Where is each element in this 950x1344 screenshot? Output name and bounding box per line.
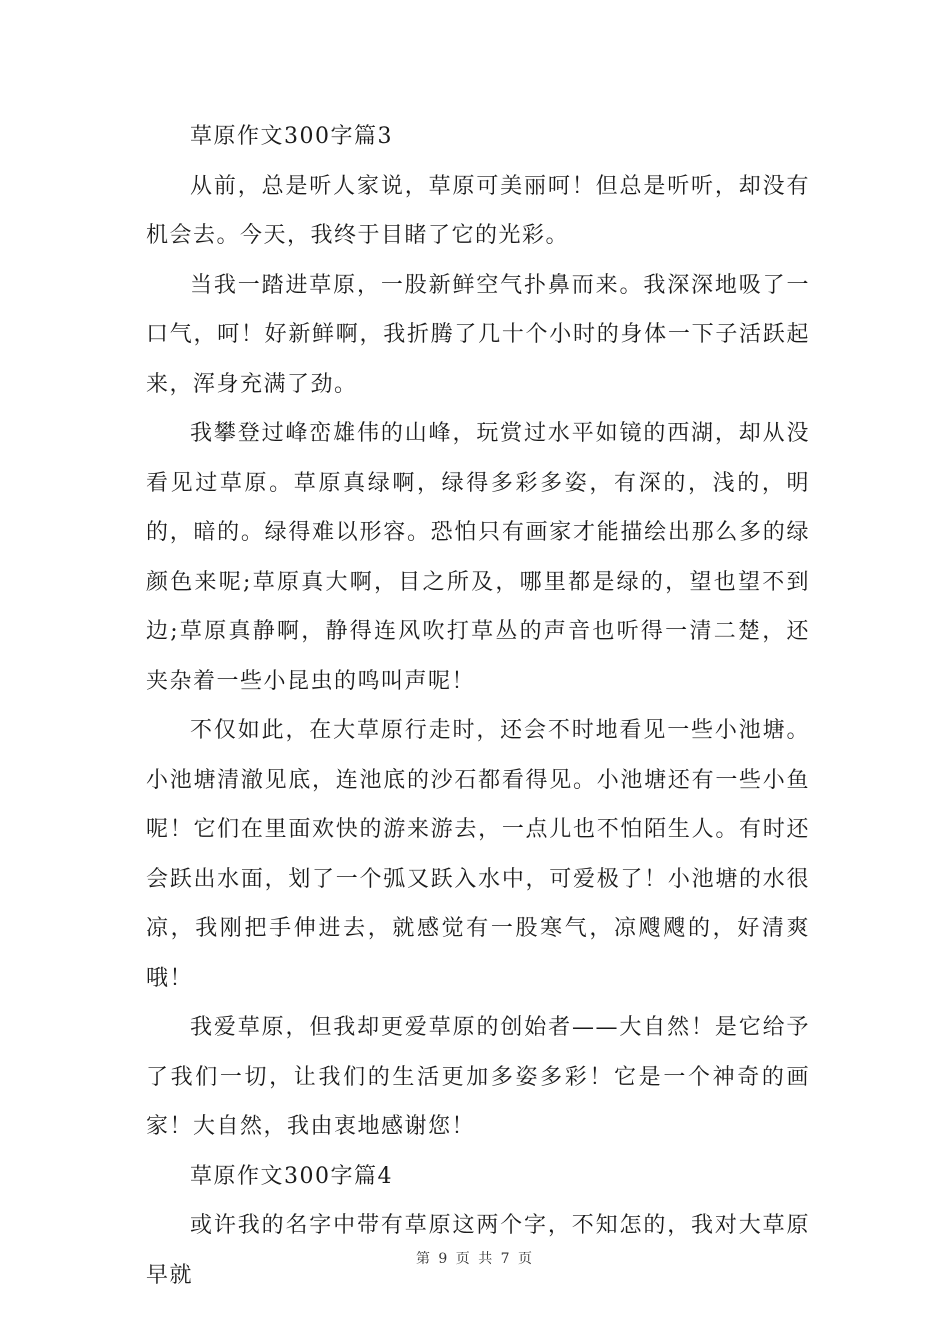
- paragraph-entering-grassland: 当我一踏进草原，一股新鲜空气扑鼻而来。我深深地吸了一口气，呵！好新鲜啊，我折腾了几十个小时的身体一下子活跃起来，浑身充满了劲。: [146, 272, 810, 397]
- paragraph-intro: 从前，总是听人家说，草原可美丽呵！但总是听听，却没有机会去。今天，我终于目睹了它的光彩。: [146, 173, 810, 248]
- document-body: [146, 112, 810, 1300]
- paragraph-ponds: 不仅如此，在大草原行走时，还会不时地看见一些小池塘。小池塘清澈见底，连池底的沙石都看得见。小池塘还有一些小鱼呢！它们在里面欢快的游来游去，一点儿也不怕陌生人。有时还会跃出水面，划了一个弧又跃入水中，可爱极了！小池塘的水很凉，我刚把手伸进去，就感觉有一股寒气，凉飕飕的，好清爽哦！: [146, 718, 810, 991]
- paragraph-name-grassland: 或许我的名字中带有草原这两个字，不知怎的，我对大草原早就: [146, 1213, 810, 1288]
- paragraph-green-grassland: 我攀登过峰峦雄伟的山峰，玩赏过水平如镜的西湖，却从没看见过草原。草原真绿啊，绿得多彩多姿，有深的，浅的，明的，暗的。绿得难以形容。恐怕只有画家才能描绘出那么多的绿颜色来呢;草原真大啊，目之所及，哪里都是绿的，望也望不到边;草原真静啊，静得连风吹打草丛的声音也听得一清二楚，还夹杂着一些小昆虫的鸣叫声呢！: [146, 421, 810, 694]
- section-heading-4: 草原作文300字篇4: [190, 1163, 393, 1189]
- section-heading-3: 草原作文300字篇3: [190, 124, 393, 149]
- paragraph-love-nature: 我爱草原，但我却更爱草原的创始者——大自然！是它给予了我们一切，让我们的生活更加多姿多彩！它是一个神奇的画家！大自然，我由衷地感谢您！: [146, 1015, 810, 1139]
- page-number-footer: 第 9 页 共 7 页: [415, 1251, 535, 1267]
